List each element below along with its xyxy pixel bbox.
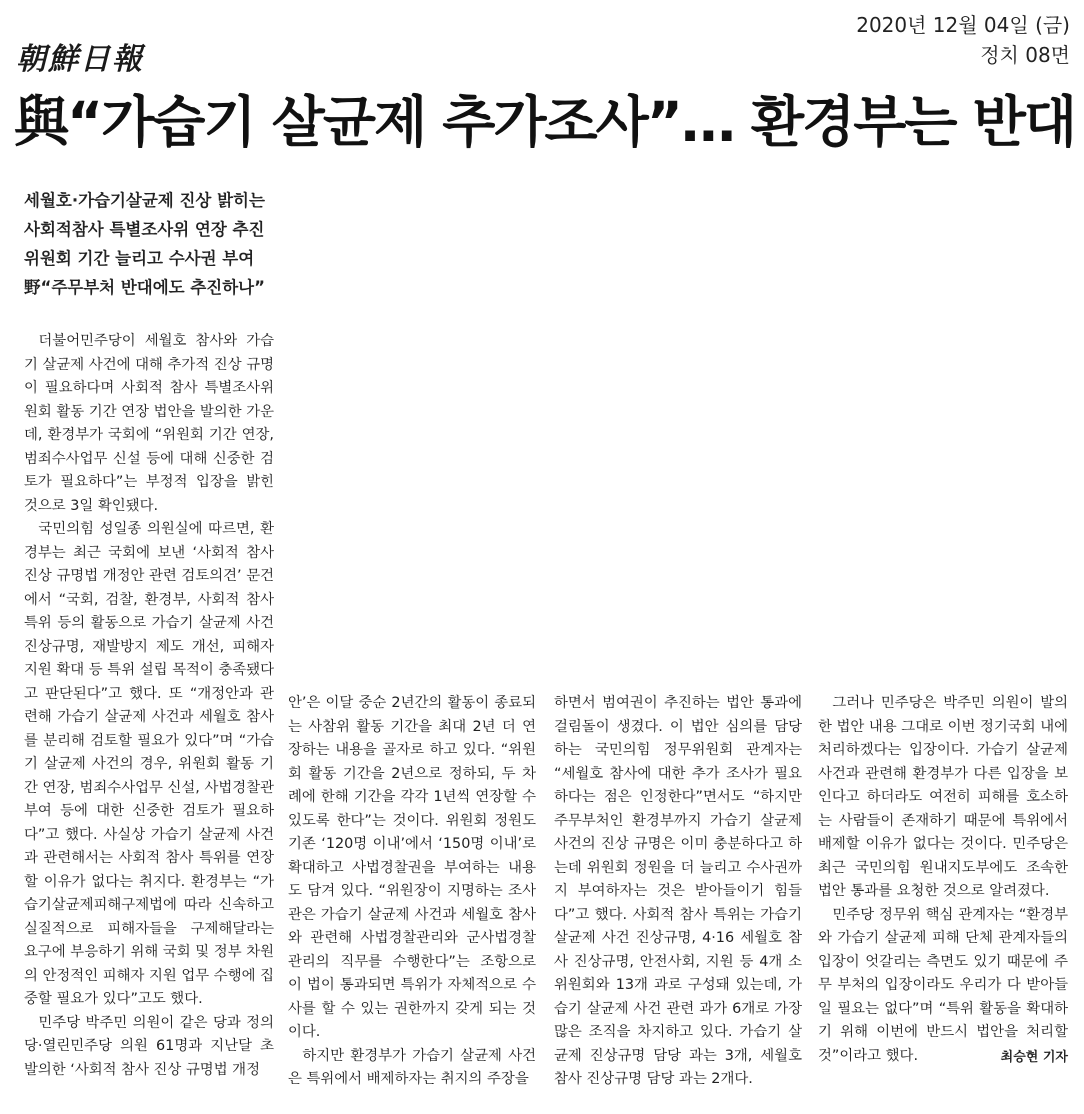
dateline: [856, 10, 1070, 70]
article-paragraph: 더불어민주당이 세월호 참사와 가습기 살균제 사건에 대해 추가적 진상 규명이 필요하다며 사회적 참사 특별조사위원회 활동 기간 연장 법안을 발의한 가운데, 환경부가 국회에 “위원회 기간 연장, 범죄수사업무 신설 등에 대해 신중한 검토가 필요하다”는 부정적 입장을 밝힌 것으로 3일 확인됐다.: [24, 333, 274, 514]
article-paragraph: 하면서 범여권이 추진하는 법안 통과에 걸림돌이 생겼다. 이 법안 심의를 담당하는 국민의힘 정무위원회 관계자는 “세월호 참사에 대한 추가 조사가 필요하다는 점은 인정한다”면서도 “하지만 주무부처인 환경부까지 가습기 살균제 사건의 진상 규명은 이미 충분하다고 하는데 위원회 정원을 더 늘리고 수사권까지 부여하자는 것은 받아들이기 힘들다”고 했다. 사회적 참사 특위는 가습기 살균제 사건 진상규명, 4·16 세월호 참사 진상규명, 안전사회, 지원 등 4개 소위원회와 13개 과로 구성돼 있는데, 가습기 살균제 사건 관련 과가 6개로 가장 많은 조직을 차지하고 있다. 가습기 살균제 진상규명 담당 과는 3개, 세월호 참사 진상규명 담당 과는 2개다.: [554, 695, 802, 1087]
byline: 최승현 기자: [1000, 1050, 1068, 1065]
article-column-2: [288, 692, 536, 1092]
section-page: 정치 08면: [980, 43, 1070, 67]
article-column-4: [818, 692, 1068, 1070]
subheadline: 위원회 기간 늘리고 수사권 부여: [24, 249, 255, 268]
article-column-3: [554, 692, 802, 1092]
article-paragraph: 민주당 박주민 의원이 같은 당과 정의당·열린민주당 의원 61명과 지난달 초 발의한 ‘사회적 참사 진상 규명법 개정: [24, 1014, 274, 1078]
publish-date: 2020년 12월 04일 (금): [856, 13, 1070, 37]
subheadline: 사회적참사 특별조사위 연장 추진: [24, 220, 265, 239]
subheadline: 세월호·가습기살균제 진상 밝히는: [24, 191, 265, 210]
subheadlines: [24, 186, 284, 302]
article-paragraph: 그러나 민주당은 박주민 의원이 발의한 법안 내용 그대로 이번 정기국회 내에 처리하겠다는 입장이다. 가습기 살균제 사건과 관련해 환경부가 다른 입장을 보인다고 하더라도 여전히 피해를 호소하는 사람들이 존재하기 때문에 특위에서 배제할 이유가 없다는 것이다. 민주당은 최근 국민의힘 원내지도부에도 조속한 법안 통과를 요청한 것으로 알려졌다.: [818, 695, 1068, 899]
newspaper-masthead: 朝鮮日報: [16, 42, 144, 77]
headline: 與“가습기 살균제 추가조사”… 환경부는 반대: [14, 90, 1075, 154]
article-paragraph: 안’은 이달 중순 2년간의 활동이 종료되는 사참위 활동 기간을 최대 2년 더 연장하는 내용을 골자로 하고 있다. “위원회 활동 기간을 2년으로 정하되, 두 차례에 한해 기간을 각각 1년씩 연장할 수 있도록 한다”는 것이다. 위원회 정원도 기존 ‘120명 이내’에서 ‘150명 이내’로 확대하고 사법경찰권을 부여하는 내용도 담겨 있다. “위원장이 지명하는 조사관은 가습기 살균제 사건과 세월호 참사와 관련해 사법경찰관리와 군사법경찰관리의 직무를 수행한다”는 조항으로 이 법이 통과되면 특위가 자체적으로 수사를 할 수 있는 권한까지 갖게 되는 것이다.: [288, 695, 536, 1040]
subheadline: 野“주무부처 반대에도 추진하나”: [24, 278, 265, 297]
article-paragraph: 민주당 정무위 핵심 관계자는 “환경부와 가습기 살균제 피해 단체 관계자들의 입장이 엇갈리는 측면도 있기 때문에 주무 부처의 입장이라도 우리가 다 받아들일 필요는 없다”며 “특위 활동을 확대하기 위해 이번에 반드시 법안을 처리할 것”이라고 했다.: [818, 906, 1068, 1064]
article-paragraph: 국민의힘 성일종 의원실에 따르면, 환경부는 최근 국회에 보낸 ‘사회적 참사 진상 규명법 개정안 관련 검토의견’ 문건에서 “국회, 검찰, 환경부, 사회적 참사 특위 등의 활동으로 가습기 살균제 사건 진상규명, 재발방지 제도 개선, 피해자 지원 확대 등 특위 설립 목적이 충족됐다고 판단된다”고 했다. 또 “개정안과 관련해 가습기 살균제 사건과 세월호 참사를 분리해 검토할 필요가 있다”며 “가습기 살균제 사건의 경우, 위원회 활동 기간 연장, 범죄수사업무 신설, 사법경찰관 부여 등에 대한 신중한 검토가 필요하다”고 했다. 사실상 가습기 살균제 사건과 관련해서는 사회적 참사 특위를 연장할 이유가 없다는 취지다. 환경부는 “가습기살균제피해구제법에 따라 신속하고 실질적으로 피해자들을 구제해달라는 요구에 부응하기 위해 국회 및 정부 차원의 안정적인 피해자 지원 업무 수행에 집중할 필요가 있다”고도 했다.: [24, 521, 274, 1007]
article-column-1: [24, 330, 274, 1082]
article-paragraph: 하지만 환경부가 가습기 살균제 사건은 특위에서 배제하자는 취지의 주장을: [288, 1047, 536, 1087]
